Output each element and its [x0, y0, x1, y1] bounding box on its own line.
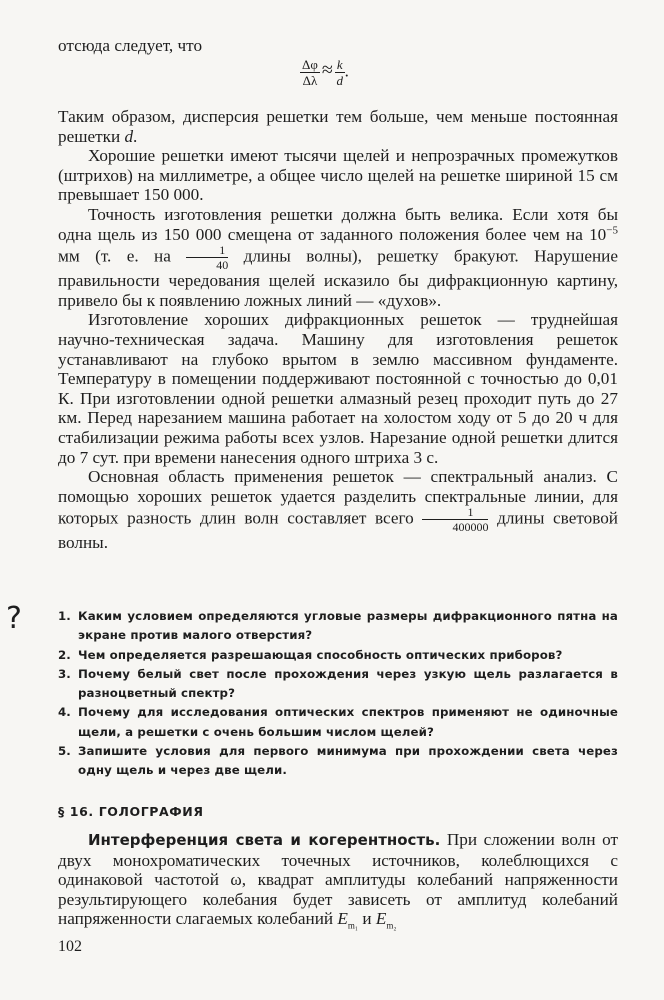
formula-fraction-1: $\frac{\Delta\varphi}{\Delta\lambda}$ — [302, 57, 318, 88]
paragraph-precision: Точность изготовления решетки должна быть велика. Если хотя бы одна щель из 150 000 смещена от заданного положения более чем на $10^{-5}$ мм (т. е. на $\frac{1}{40}$ длины волны), решетку бракуют. Нарушение правильности чередования щелей исказило бы дифракционную картину, привело бы к появлению ложных линий — «духов». — [58, 204, 618, 310]
question-mark-icon: ? — [6, 601, 22, 636]
question-item: 3. Почему белый свет после прохождения через узкую щель разлагается в разноцветный спектр? — [58, 666, 618, 701]
paragraph-dispersion: Таким образом, дисперсия решетки тем больше, чем меньше постоянная решетки d. — [58, 107, 618, 146]
page-number: 102 — [58, 938, 82, 955]
question-item: 4. Почему для исследования оптических спектров применяют не одиночные щели, а решетки с очень большим числом щелей? — [58, 705, 618, 739]
intro-text: отсюда следует, что — [58, 36, 203, 55]
paragraph-interference: Интерференция света и когерентность. При сложении волн от двух монохроматических точечных источников, колеблющихся с одинаковой частотой ω, квадрат амплитуды колебаний напряженности результирующего колебания будет зависеть от амплитуд колебаний напряженности слагаемых колебаний $E_{m_1}$ и $E_{m_2}$ — [58, 830, 618, 931]
paragraph-grating-slits: Хорошие решетки имеют тысячи щелей и непрозрачных промежутков (штрихов) на миллиметре, а общее число щелей на решетке шириной 15 см превышает 150 000. — [58, 146, 618, 205]
formula-fraction-2: $\frac{k}{d}$ — [336, 57, 343, 88]
review-questions — [6, 601, 618, 781]
fraction-one-fortieth: $\frac{1}{40}$ — [186, 244, 228, 271]
paragraph-spectral-analysis: Основная область применения решеток — спектральный анализ. С помощью хороших решеток удается разделить спектральные линии, для которых разность длин волн составляет всего $\frac{1}{400000}$ длины световой волны. — [58, 467, 618, 553]
fraction-one-400000: $\frac{1}{400000}$ — [422, 506, 488, 533]
question-item: 2. Чем определяется разрешающая способность оптических приборов? — [58, 647, 563, 662]
paragraph-manufacturing: Изготовление хороших дифракционных решеток — труднейшая научно-техническая задача. Машину для изготовления решеток устанавливают на глубоко врытом в землю массивном фундаменте. Температуру в помещении поддерживают постоянной с точностью до 0,01 К. При изготовлении одной решетки алмазный резец проходит путь до 27 км. Перед нарезанием машина работает на холостом ходу от 5 до 20 ч для стабилизации режима работы всех узлов. Нарезание одной решетки длится до 7 сут. при времени нанесения одного штриха 3 с. — [58, 310, 618, 467]
question-item: 1. Каким условием определяются угловые размеры дифракционного пятна на экране против малого отверстия? — [58, 609, 618, 643]
section-heading: § 16. ГОЛОГРАФИЯ — [58, 804, 204, 819]
question-item: 5. Запишите условия для первого минимума при прохождении света через одну щель и через две щели. — [58, 744, 618, 778]
dispersion-formula: $\frac{\Delta\varphi}{\Delta\lambda}$ ≈ $\frac{k}{d}$ . — [302, 57, 349, 88]
